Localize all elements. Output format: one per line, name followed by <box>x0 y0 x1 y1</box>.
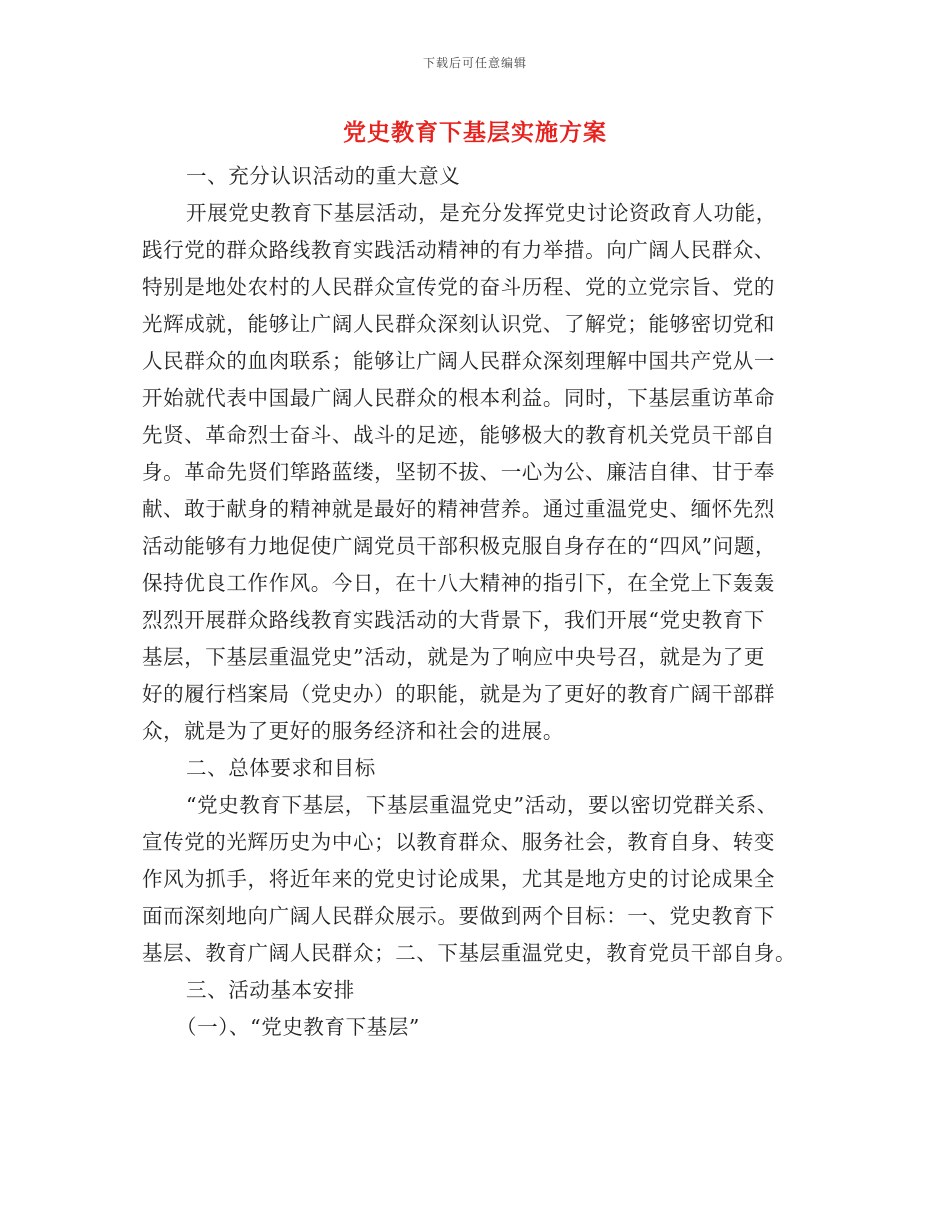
paragraph-line: 众，就是为了更好的服务经济和社会的进展。 <box>142 719 564 743</box>
paragraph-line: 烈烈开展群众路线教育实践活动的大背景下，我们开展“党史教育下 <box>142 608 765 632</box>
document-title: 党史教育下基层实施方案 <box>343 120 607 146</box>
paragraph-line: 献、敢于献身的精神就是最好的精神营养。通过重温党史、缅怀先烈 <box>142 497 775 521</box>
subsection-heading-1: （一）、“党史教育下基层” <box>176 1015 421 1039</box>
paragraph-line: 宣传党的光辉历史为中心；以教育群众、服务社会，教育自身、转变 <box>142 830 775 854</box>
paragraph-line: 开展党史教育下基层活动，是充分发挥党史讨论资政育人功能， <box>186 201 777 225</box>
paragraph-line: 身。革命先贤们筚路蓝缕，坚韧不拔、一心为公、廉洁自律、甘于奉 <box>142 460 775 484</box>
section-heading-2: 二、总体要求和目标 <box>186 756 376 780</box>
paragraph-line: “党史教育下基层，下基层重温党史”活动，要以密切党群关系、 <box>186 793 778 817</box>
paragraph-line: 先贤、革命烈士奋斗、战斗的足迹，能够极大的教育机关党员干部自 <box>142 423 775 447</box>
paragraph-line: 作风为抓手，将近年来的党史讨论成果，尤其是地方史的讨论成果全 <box>142 867 775 891</box>
paragraph-line: 好的履行档案局（党史办）的职能，就是为了更好的教育广阔干部群 <box>142 682 775 706</box>
section-heading-1: 一、充分认识活动的重大意义 <box>186 164 461 188</box>
paragraph-line: 特别是地处农村的人民群众宣传党的奋斗历程、党的立党宗旨、党的 <box>142 275 775 299</box>
paragraph-line: 光辉成就，能够让广阔人民群众深刻认识党、了解党；能够密切党和 <box>142 312 775 336</box>
header-note: 下载后可任意编辑 <box>422 56 527 70</box>
section-heading-3: 三、活动基本安排 <box>186 978 355 1002</box>
paragraph-line: 保持优良工作作风。今日，在十八大精神的指引下，在全党上下轰轰 <box>142 571 775 595</box>
document-body <box>142 158 810 1046</box>
paragraph-line: 人民群众的血肉联系；能够让广阔人民群众深刻理解中国共产党从一 <box>142 349 775 373</box>
paragraph-line: 基层、教育广阔人民群众；二、下基层重温党史，教育党员干部自身。 <box>142 941 797 965</box>
paragraph-line: 面而深刻地向广阔人民群众展示。要做到两个目标：一、党史教育下 <box>142 904 775 928</box>
paragraph-line: 践行党的群众路线教育实践活动精神的有力举措。向广阔人民群众、 <box>142 238 775 262</box>
paragraph-line: 基层，下基层重温党史”活动，就是为了响应中央号召，就是为了更 <box>142 645 765 669</box>
paragraph-line: 开始就代表中国最广阔人民群众的根本利益。同时，下基层重访革命 <box>142 386 775 410</box>
paragraph-line: 活动能够有力地促使广阔党员干部积极克服自身存在的“四风”问题， <box>142 534 777 558</box>
